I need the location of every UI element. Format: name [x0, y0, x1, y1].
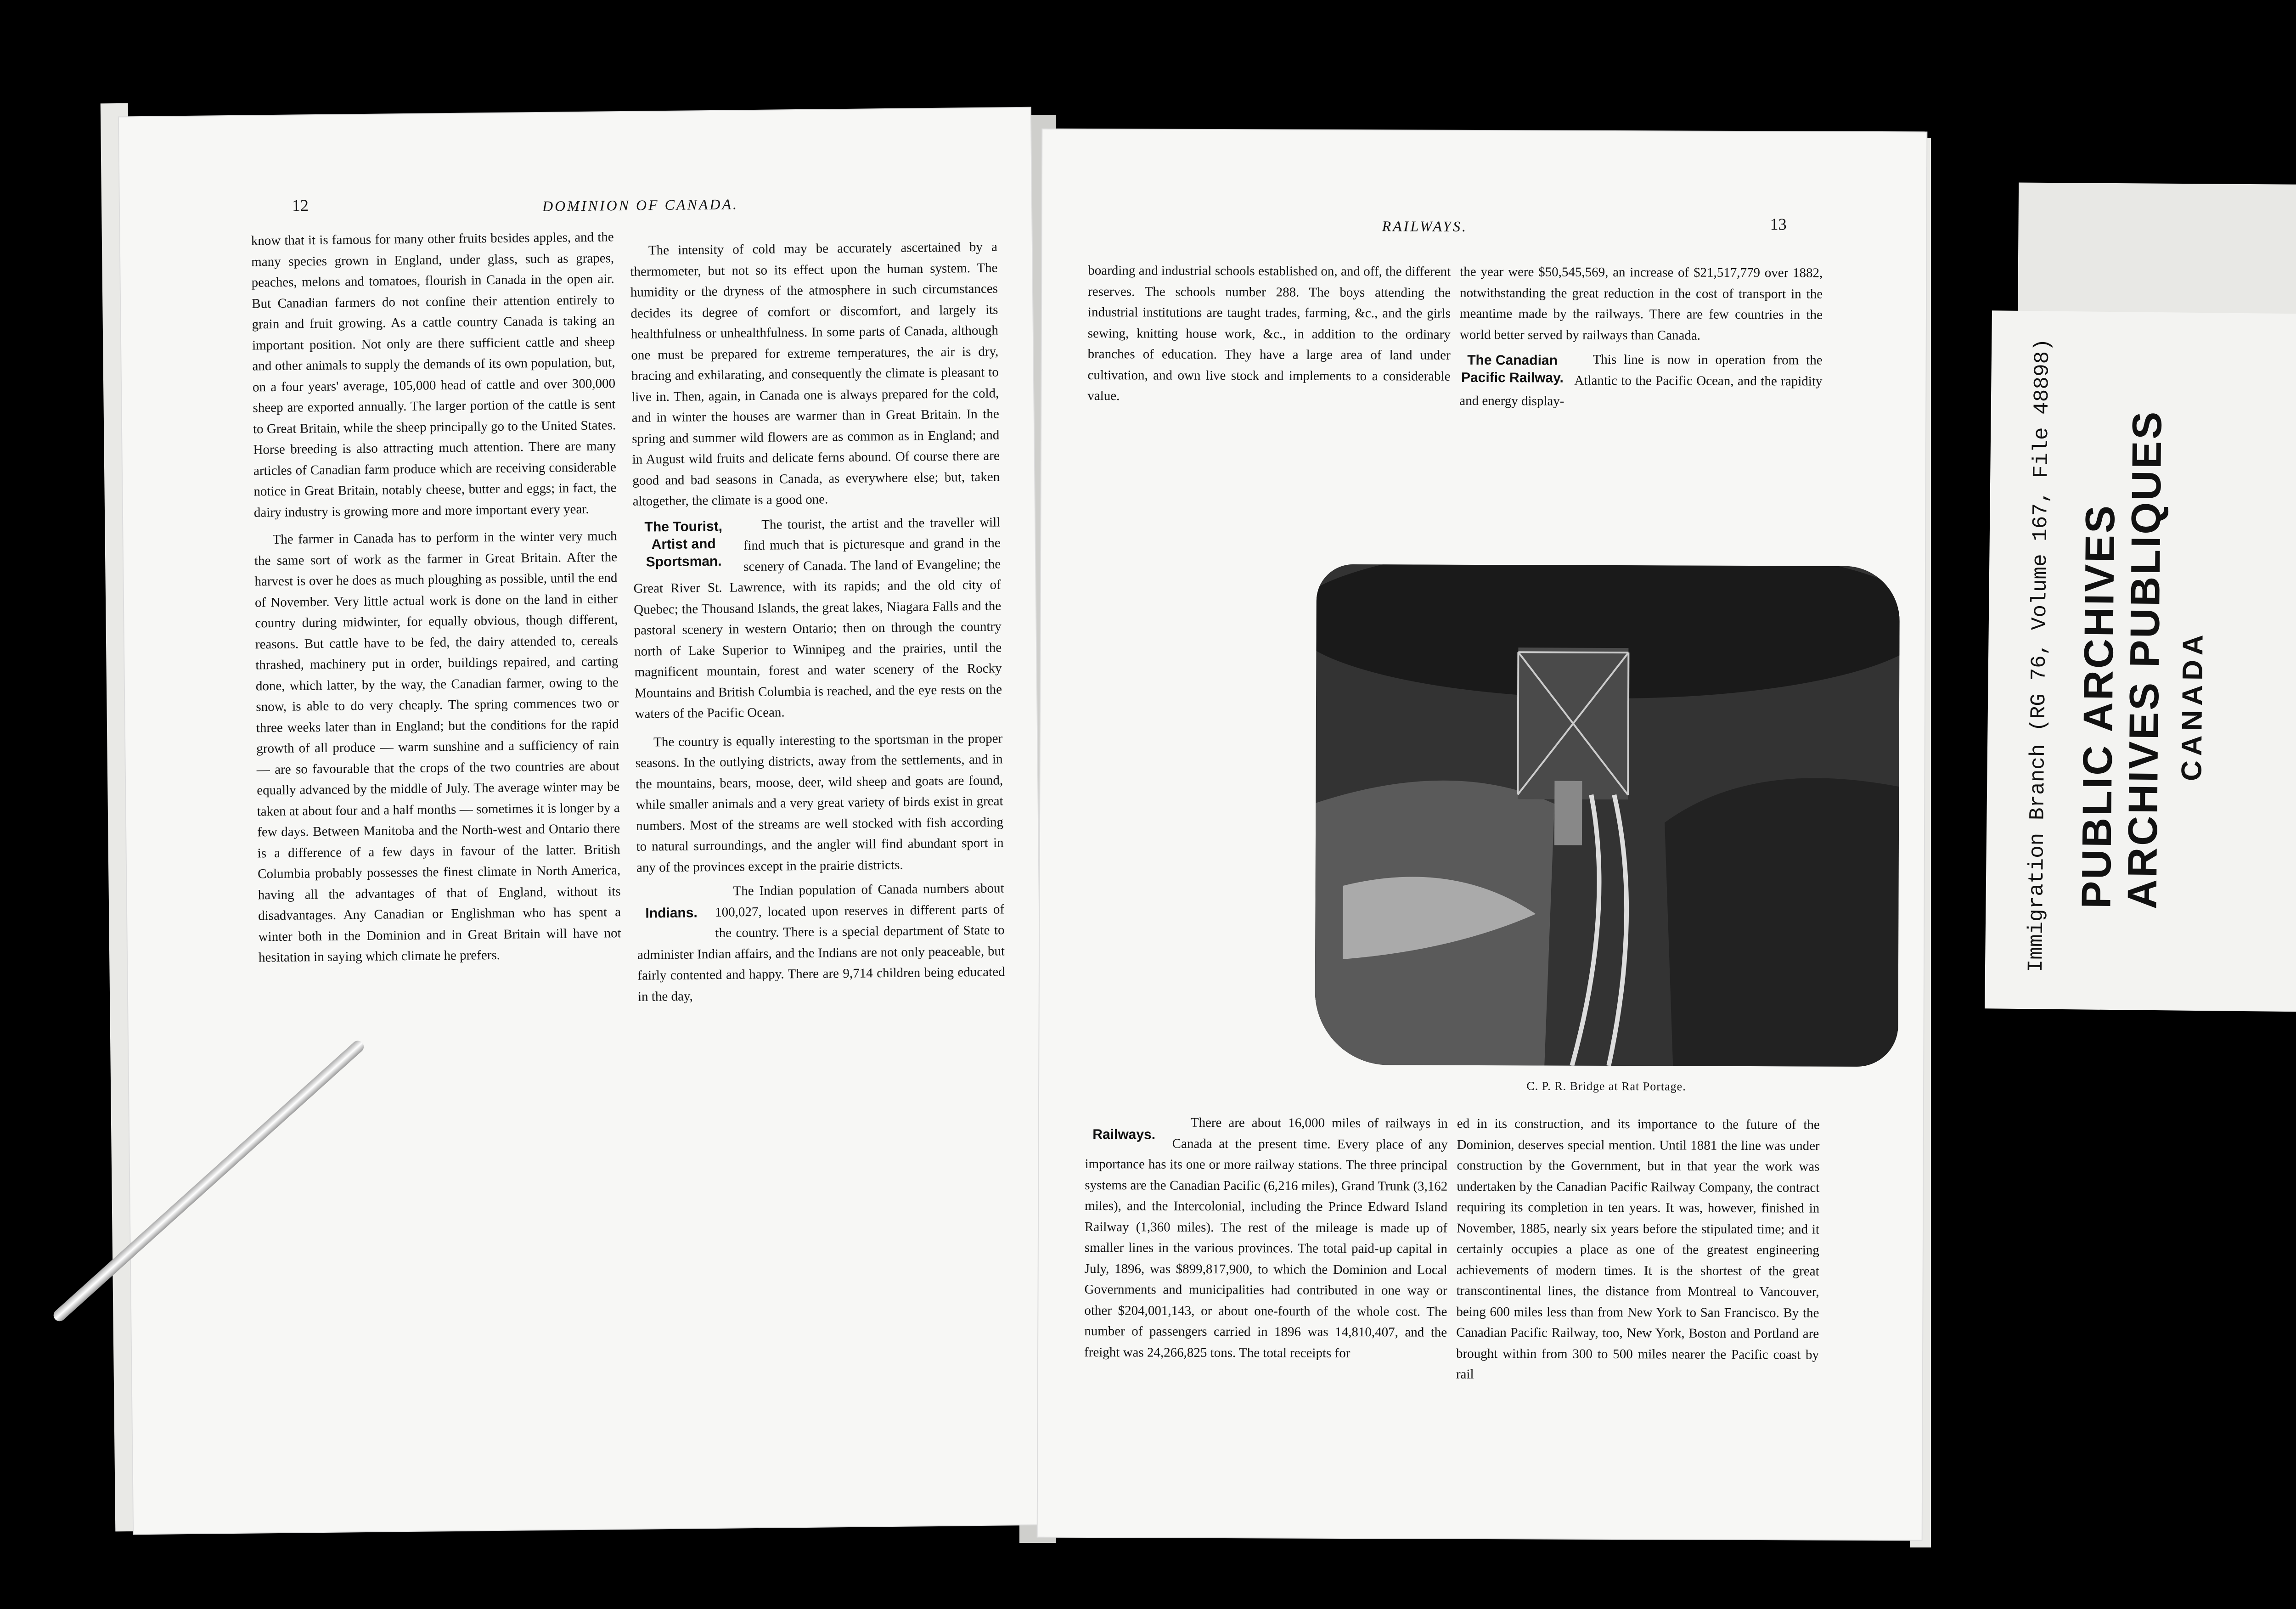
right-column-1-bottom — [1084, 1112, 1448, 1364]
archive-reference: Immigration Branch (RG 76, Volume 167, File 48898) — [2024, 338, 2055, 973]
paragraph: ed in its construction, and its importance to the future of the Dominion, deserves special mention. Until 1881 the line was under construction by the Government, but in that year the work was undertaken by the Canadian Pacific Railway Company, the contract requiring its completion in ten years. It was, however, finished in November, 1885, nearly six years before the stipulated time; and it certainly occupies a place as one of the greatest engineering achievements of modern times. It is the shortest of the great transcontinental lines, the distance from Montreal to Vancouver, being 600 miles less than from New York to San Francisco. By the Canadian Pacific Railway, too, New York, Boston and Portland are brought within from 300 to 500 miles nearer the Pacific coast by rail — [1456, 1116, 1820, 1382]
archive-country: CANADA — [2176, 630, 2209, 782]
running-head: DOMINION OF CANADA. — [542, 196, 739, 214]
paragraph: boarding and industrial schools established on, and off, the different reserves. The schools number 288. The boys attending the industrial institutions are taught trades, farming, &c., and the girls sewing, knitting house work, &c., in addition to the ordinary branches of education. They have a large area of land under cultivation, and own live stock and implements to a considerable value. — [1087, 263, 1451, 404]
paragraph: The Indian population of Canada numbers about 100,027, located upon reserves in different parts of the country. There is a special department of State to administer Indian affairs, and the Indians are not only peaceable, but fairly contented and happy. There are 9,714 children being educated in the day, — [637, 881, 1005, 1004]
right-page — [1038, 129, 1927, 1540]
cpr-bridge-photo — [1315, 564, 1900, 1067]
right-column-2-bottom — [1456, 1114, 1820, 1386]
right-column-2-top — [1459, 262, 1823, 413]
archive-title-french: ARCHIVES PUBLIQUES — [2119, 410, 2171, 910]
side-heading-tourist: The Tourist, Artist and Sportsman. — [644, 518, 723, 570]
paragraph: know that it is famous for many other fruits besides apples, and the many species grown in England, under glass, such as grapes, peaches, melons and tomatoes, flourish in Canada in the open air. But Canadian farmers do not confine their attention entirely to grain and fruit growing. As a cattle country Canada is taking an important position. Not only are there sufficient cattle and sheep and other animals to supply the demands of its own population, but, on a four years' average, 105,000 head of cattle and over 300,000 sheep are exported annually. The larger portion of the cattle is sent to Great Britain, while the sheep principally go to the United States. Horse breeding is also attracting much attention. There are many articles of Canadian farm produce which are receiving considerable notice in Great Britain, notably cheese, butter and eggs; in fact, the dairy industry is growing more and more important every year. — [251, 230, 617, 520]
paragraph: The intensity of cold may be accurately ascertained by a thermometer, but not so its effect upon the human system. The humidity or the dryness of the atmosphere in such circumstances decides its degree of comfort or discomfort, and largely its healthfulness or unhealthfulness. In some parts of Canada, although one must be prepared for extreme temperatures, the air is dry, bracing and exhilarating, and consequently the climate is pleasant to live in. Then, again, in Canada one is always prepared for the cold, and in winter the houses are warmer than in Great Britain. In the spring and summer wild flowers are as common as in England; and in August wild fruits and delicate ferns abound. Of course there are good and bad seasons in Canada, as everywhere else; but, taken altogether, the climate is a good one. — [630, 239, 1000, 509]
photo-caption: C. P. R. Bridge at Rat Portage. — [1526, 1079, 1686, 1093]
page-number: 12 — [292, 196, 309, 215]
side-heading-cpr: The Canadian Pacific Railway. — [1461, 352, 1564, 386]
paragraph: There are about 16,000 miles of railways in Canada at the present time. Every place of any importance has its one or more railway stations. The three principal systems are the Canadian Pacific (6,216 miles), Grand Trunk (3,162 miles), and the Intercolonial, including the Prince Edward Island Railway (1,360 miles). The rest of the mileage is made up of smaller lines in the various provinces. The total paid-up capital in July, 1896, was $899,817,900, to which the Dominion and Local Governments and municipalities had contributed in one way or other $204,001,143, or about one-fourth of the whole cost. The number of passengers carried in 1896 was 14,810,407, and the freight was 24,266,825 tons. The total receipts for — [1084, 1115, 1448, 1361]
archive-card — [1985, 310, 2296, 1012]
archive-title-english: PUBLIC ARCHIVES — [2073, 503, 2124, 909]
side-heading-indians: Indians. — [645, 905, 698, 921]
left-column-1 — [251, 227, 622, 968]
paragraph: The tourist, the artist and the traveller will find much that is picturesque and grand in the scenery of Canada. The land of Evangeline; the Great River St. Lawrence, with its rapids; and the old city of Quebec; the Thousand Islands, the great lakes, Niagara Falls and the pastoral scenery in western Ontario; then on through the country north of Lake Superior to Winnipeg and the prairies, until the magnificent mountain, forest and water scenery of the Rocky Mountains and British Columbia is reached, and the eye rests on the waters of the Pacific Ocean. — [633, 514, 1002, 721]
right-column-1-top — [1087, 260, 1451, 408]
photo-illustration — [1315, 564, 1900, 1067]
paragraph: the year were $50,545,569, an increase of $21,517,779 over 1882, notwithstanding the great reduction in the cost of transport in the meantime made by the railways. There are few countries in the world better served by railways than Canada. — [1459, 264, 1823, 343]
side-heading-railways: Railways. — [1092, 1127, 1156, 1142]
paragraph: This line is now in operation from the Atlantic to the Pacific Ocean, and the rapidity and energy display- — [1459, 352, 1823, 409]
paragraph: The country is equally interesting to the sportsman in the proper seasons. In the outlying districts, away from the settlements, and in the mountains, bears, moose, deer, wild sheep and goats are found, while smaller animals and a very great variety of birds exist in great numbers. Most of the streams are well stocked with fish according to natural surroundings, and the angler will find abundant sport in any of the provinces except in the prairie districts. — [635, 731, 1004, 875]
page-number: 13 — [1770, 215, 1787, 234]
left-page — [119, 108, 1045, 1534]
running-head: RAILWAYS. — [1382, 218, 1468, 235]
left-column-2 — [630, 236, 1005, 1007]
paragraph: The farmer in Canada has to perform in the winter very much the same sort of work as the farmer in Great Britain. After the harvest is over he does as much ploughing as possible, until the end of November. Very little actual work is done on the land in either country during midwinter, for equally obvious, though different, reasons. But cattle have to be fed, the dairy attended to, cereals thrashed, machinery put in order, buildings repaired, and carting done, which latter, by the way, the Canadian farmer, owing to the snow, is able to do very cheaply. The spring commences two or three weeks later than in England; but the conditions for the rapid growth of all produce — warm sunshine and a sufficiency of rain — are so favourable that the crops of the two countries are about equally advanced by the middle of July. The average winter may be taken at about four and a half months — sometimes it is longer by a few days. Between Manitoba and the North-west and Ontario there is a difference of a few days in favour of the latter. British Columbia probably possesses the finest climate in North America, having all the advantages of that of England, without its disadvantages. Any Canadian or Englishman who has spent a winter both in the Dominion and in Great Britain will have not hesitation in saying which climate he prefers. — [254, 529, 621, 965]
